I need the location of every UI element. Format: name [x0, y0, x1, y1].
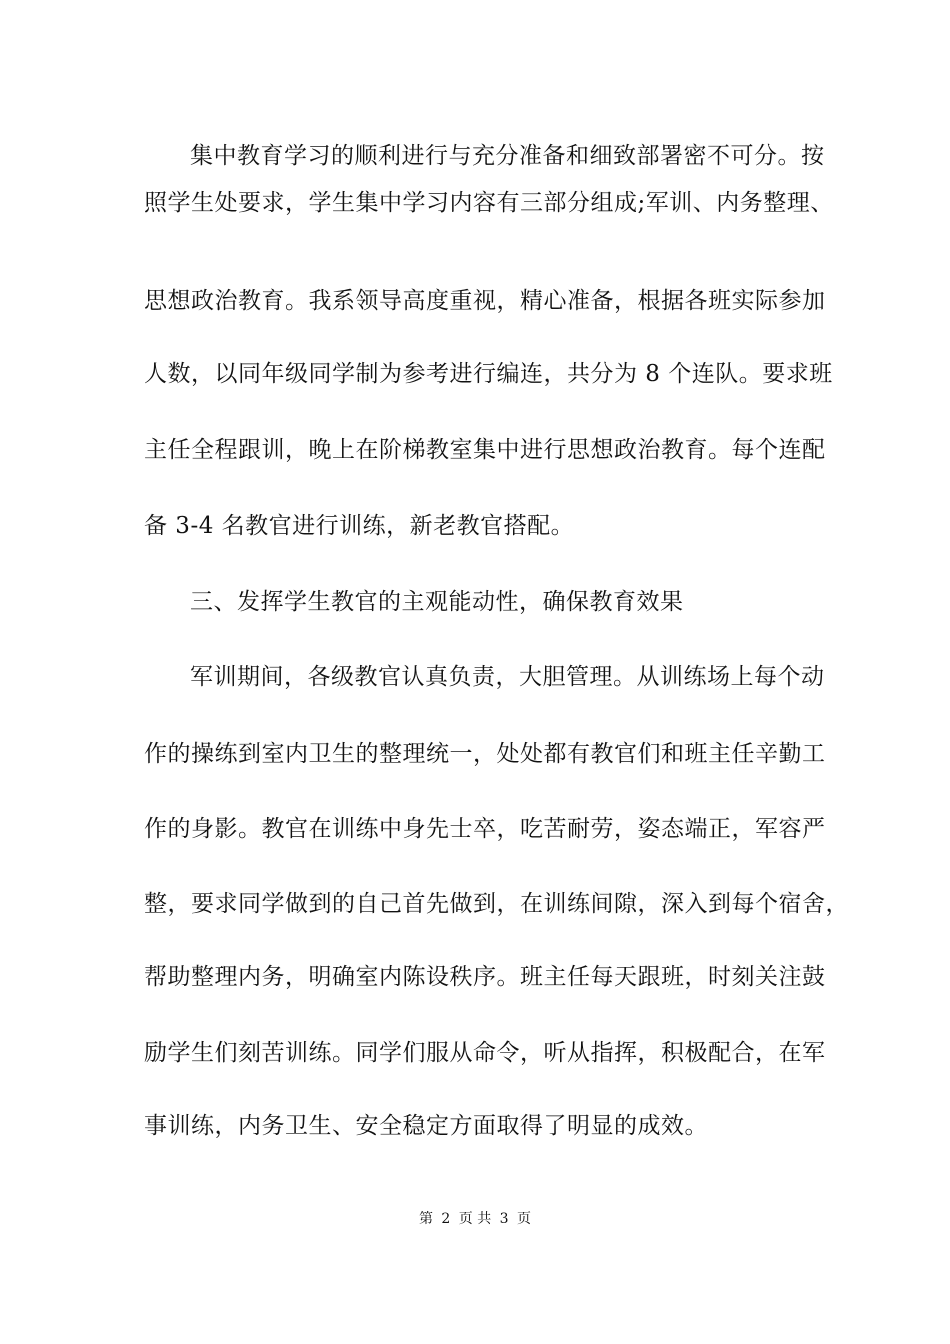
footer-current-page: 2: [441, 1211, 451, 1227]
footer-suffix: 页: [517, 1211, 532, 1227]
footer-middle: 页 共: [458, 1211, 492, 1227]
paragraph-2-line-4: 整，要求同学做到的自己首先做到，在训练间隙，深入到每个宿舍，: [144, 891, 849, 917]
footer-prefix: 第: [418, 1211, 433, 1227]
paragraph-2-line-1: 军训期间，各级教官认真负责，大胆管理。从训练场上每个动: [190, 664, 825, 690]
page-footer: [0, 1209, 950, 1229]
paragraph-2-line-5: 帮助整理内务，明确室内陈设秩序。班主任每天跟班，时刻关注鼓: [144, 964, 826, 990]
paragraph-2-line-3: 作的身影。教官在训练中身先士卒，吃苦耐劳，姿态端正，军容严: [144, 816, 826, 842]
paragraph-1-line-1: 集中教育学习的顺利进行与充分准备和细致部署密不可分。按: [190, 143, 825, 169]
paragraph-1-line-4: 人数，以同年级同学制为参考进行编连，共分为 8 个连队。要求班: [144, 361, 833, 387]
paragraph-1-line-5: 主任全程跟训，晚上在阶梯教室集中进行思想政治教育。每个连配: [144, 437, 826, 463]
paragraph-1-line-2: 照学生处要求，学生集中学习内容有三部分组成;军训、内务整理、: [144, 190, 834, 216]
section-heading: 三、发挥学生教官的主观能动性，确保教育效果: [190, 589, 684, 615]
paragraph-1-line-6: 备 3-4 名教官进行训练，新老教官搭配。: [144, 513, 575, 539]
paragraph-2-line-2: 作的操练到室内卫生的整理统一，处处都有教官们和班主任辛勤工: [144, 741, 826, 767]
paragraph-2-line-7: 事训练，内务卫生、安全稳定方面取得了明显的成效。: [144, 1113, 708, 1139]
footer-total-pages: 3: [499, 1211, 509, 1227]
paragraph-1-line-3: 思想政治教育。我系领导高度重视，精心准备，根据各班实际参加: [144, 288, 826, 314]
paragraph-2-line-6: 励学生们刻苦训练。同学们服从命令，听从指挥，积极配合，在军: [144, 1040, 826, 1066]
